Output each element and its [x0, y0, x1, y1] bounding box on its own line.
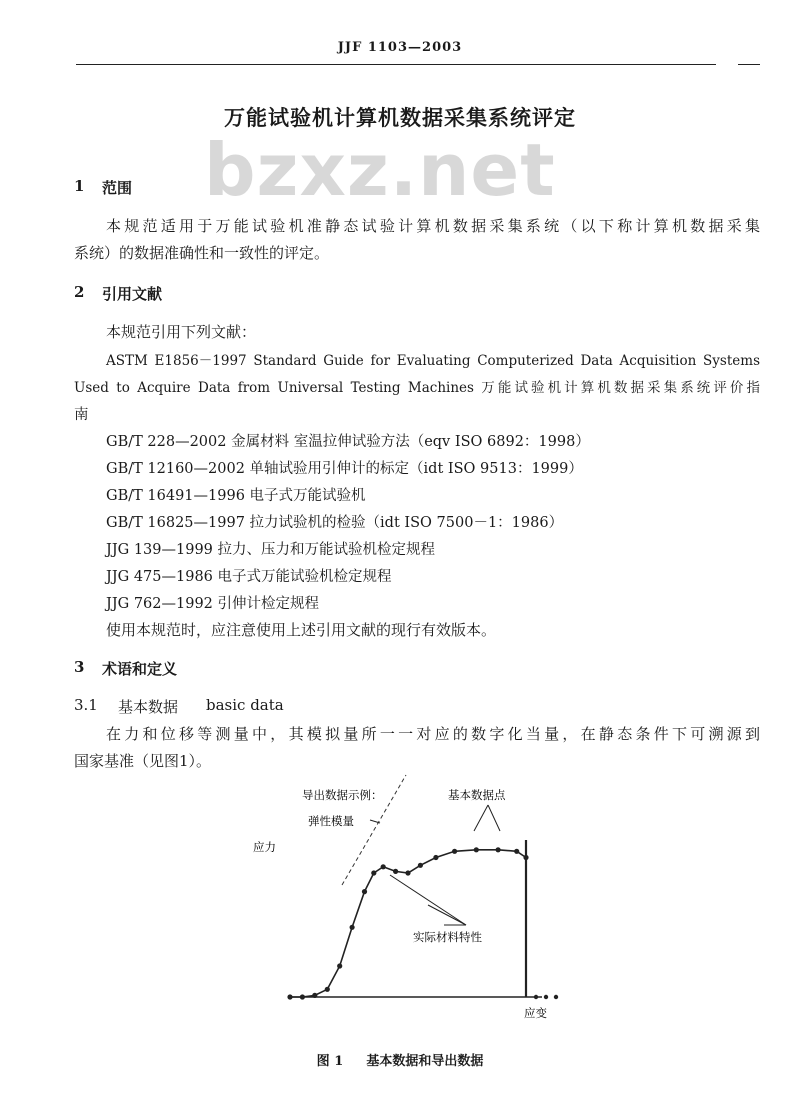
- tail-point: [544, 995, 548, 999]
- reference-item: JJG 139—1999 拉力、压力和万能试验机检定规程: [106, 542, 436, 558]
- data-point: [300, 994, 305, 999]
- scope-line-1: 本规范适用于万能试验机准静态试验计算机数据采集系统（以下称计算机数据采集: [106, 217, 760, 235]
- section-1-heading: 范围: [102, 179, 133, 197]
- data-point: [474, 847, 479, 852]
- reference-item: GB/T 12160—2002 单轴试验用引伸计的标定（idt ISO 9513：1999）: [106, 461, 583, 477]
- scope-line-2: 系统）的数据准确性和一致性的评定。: [74, 244, 330, 262]
- figure-caption-number: 图 1: [316, 1054, 344, 1069]
- page-title: 万能试验机计算机数据采集系统评定: [224, 105, 576, 130]
- definition-term: 基本数据: [118, 698, 179, 716]
- definition-line-1: 在力和位移等测量中，其模拟量所一一对应的数字化当量，在静态条件下可溯源到: [106, 725, 760, 743]
- basic-point-leader-1: [474, 805, 488, 831]
- data-point: [350, 925, 355, 930]
- reference-item: GB/T 16825—1997 拉力试验机的检验（idt ISO 7500－1：1986）: [106, 515, 564, 531]
- page-header-code: JJF 1103—2003: [337, 40, 463, 55]
- label-basic-points: 基本数据点: [448, 788, 506, 802]
- watermark: bzxz.net: [204, 128, 556, 212]
- astm-line-1: ASTM E1856－1997 Standard Guide for Evaluating Computerized Data Acquisition Systems: [106, 353, 760, 369]
- data-point: [362, 889, 367, 894]
- definition-number: 3.1: [74, 696, 98, 714]
- section-2-number: 2: [74, 283, 85, 301]
- data-point: [393, 869, 398, 874]
- data-point: [381, 864, 386, 869]
- data-point: [325, 987, 330, 992]
- figure-caption-text: 基本数据和导出数据: [366, 1054, 484, 1069]
- label-elastic: 弹性模量: [308, 814, 354, 828]
- astm-line-2: Used to Acquire Data from Universal Testing Machines 万能试验机计算机数据采集系统评价指: [74, 380, 760, 396]
- reference-item: GB/T 228—2002 金属材料 室温拉伸试验方法（eqv ISO 6892：1998）: [106, 434, 590, 450]
- header-dash: [738, 64, 760, 65]
- data-point: [371, 870, 376, 875]
- definition-term-en: basic data: [206, 696, 284, 714]
- tail-point: [534, 995, 538, 999]
- data-point: [418, 863, 423, 868]
- header-rule: [76, 64, 716, 65]
- data-point: [287, 994, 292, 999]
- data-point: [337, 963, 342, 968]
- reference-item: JJG 762—1992 引伸计检定规程: [106, 596, 320, 612]
- reference-item: GB/T 16491—1996 电子式万能试验机: [106, 488, 366, 504]
- basic-point-leader-2: [488, 805, 500, 831]
- data-point: [433, 855, 438, 860]
- references-note: 使用本规范时，应注意使用上述引用文献的现行有效版本。: [106, 621, 497, 639]
- reference-item: JJG 475—1986 电子式万能试验机检定规程: [106, 569, 392, 585]
- basic-data-points: [287, 847, 528, 999]
- actual-leader-2: [428, 905, 466, 925]
- tail-point: [554, 995, 558, 999]
- section-2-heading: 引用文献: [102, 285, 163, 303]
- definition-line-2: 国家基准（见图1）。: [74, 752, 212, 770]
- label-derived: 导出数据示例：: [302, 788, 383, 802]
- y-axis-label: 应力: [253, 840, 276, 854]
- label-actual: 实际材料特性: [413, 930, 482, 944]
- x-axis-label: 应变: [524, 1006, 547, 1020]
- data-point: [312, 993, 317, 998]
- figure-caption: [0, 1050, 800, 1069]
- data-point: [523, 855, 528, 860]
- astm-line-3: 南: [74, 407, 89, 423]
- data-point: [514, 849, 519, 854]
- tail-data-points: [534, 995, 558, 999]
- references-intro: 本规范引用下列文献：: [106, 323, 257, 341]
- actual-leader-1: [390, 875, 466, 925]
- section-3-number: 3: [74, 658, 85, 676]
- data-point: [452, 849, 457, 854]
- data-point: [496, 847, 501, 852]
- figure-1-graph: [230, 765, 590, 1025]
- section-3-heading: 术语和定义: [102, 660, 178, 678]
- data-point: [405, 870, 410, 875]
- section-1-number: 1: [74, 177, 85, 195]
